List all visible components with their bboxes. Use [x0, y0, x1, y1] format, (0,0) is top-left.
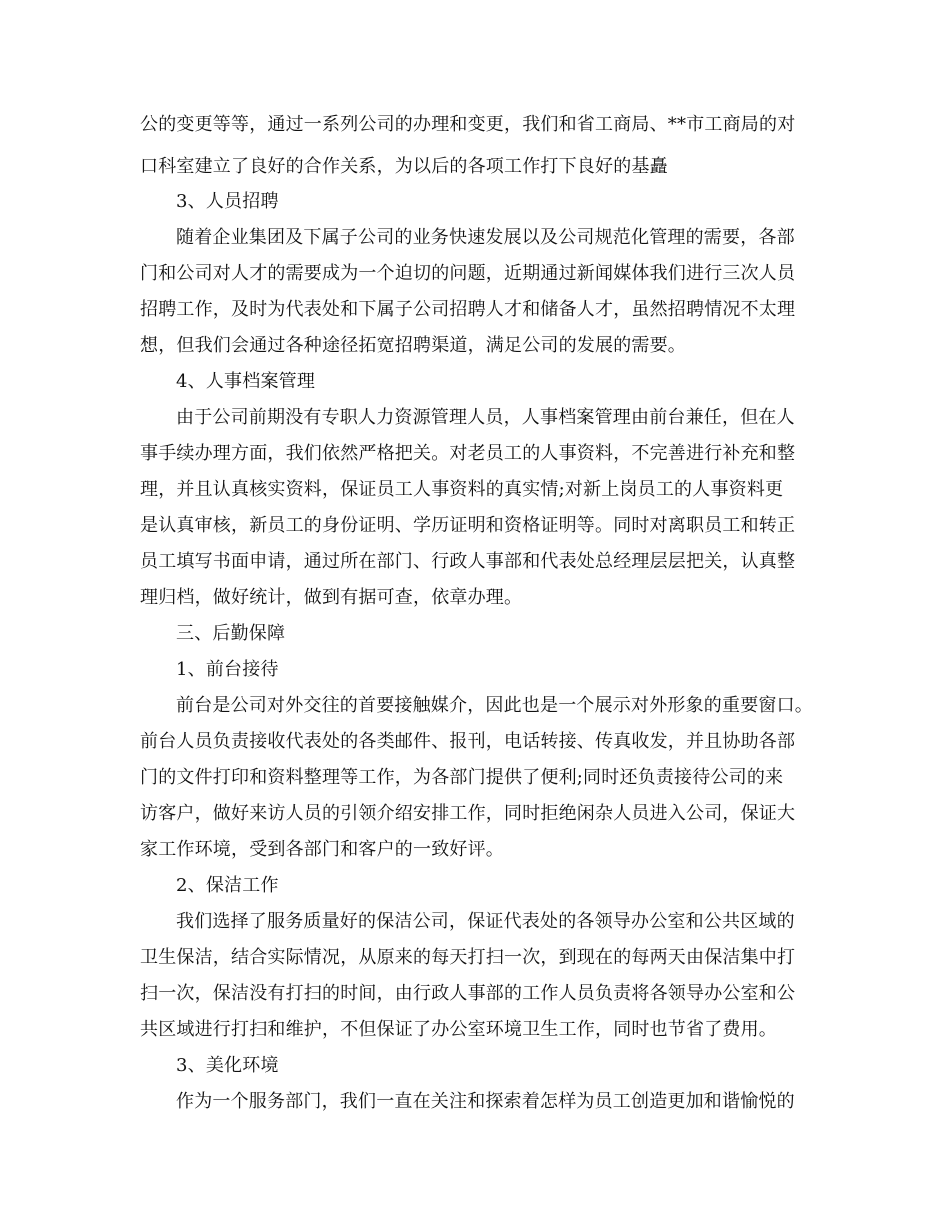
section-heading: 三、后勤保障: [176, 623, 286, 644]
body-text-line: 访客户，做好来访人员的引领介绍安排工作，同时拒绝闲杂人员进入公司，保证大: [140, 803, 796, 824]
body-text-line: 卫生保洁，结合实际情况，从原来的每天打扫一次，到现在的每两天由保洁集中打: [140, 947, 796, 968]
body-text-line: 员工填写书面申请，通过所在部门、行政人事部和代表处总经理层层把关，认真整: [140, 551, 796, 572]
body-text-line: 理，并且认真核实资料，保证员工人事资料的真实情;对新上岗员工的人事资料更: [140, 479, 784, 500]
section-heading: 4、人事档案管理: [176, 371, 316, 392]
body-text-line: 前台人员负责接收代表处的各类邮件、报刊，电话转接、传真收发，并且协助各部: [140, 731, 796, 752]
body-text-line: 家工作环境，受到各部门和客户的一致好评。: [140, 839, 504, 860]
body-text-line: 招聘工作，及时为代表处和下属子公司招聘人才和储备人才，虽然招聘情况不太理: [140, 299, 796, 320]
section-heading: 2、保洁工作: [176, 875, 279, 896]
body-text-line: 门和公司对人才的需要成为一个迫切的问题，近期通过新闻媒体我们进行三次人员: [140, 263, 796, 284]
body-text-line: 事手续办理方面，我们依然严格把关。对老员工的人事资料，不完善进行补充和整: [140, 443, 796, 464]
section-heading: 1、前台接待: [176, 659, 279, 680]
body-text-line: 作为一个服务部门，我们一直在关注和探索着怎样为员工创造更加和谐愉悦的: [176, 1091, 795, 1112]
body-text-line: 口科室建立了良好的合作关系，为以后的各项工作打下良好的基矗: [140, 156, 668, 177]
section-heading: 3、人员招聘: [176, 191, 279, 212]
body-text-line: 我们选择了服务质量好的保洁公司，保证代表处的各领导办公室和公共区域的: [176, 911, 795, 932]
section-heading: 3、美化环境: [176, 1055, 279, 1076]
body-text-line: 公的变更等等，通过一系列公司的办理和变更，我们和省工商局、**市工商局的对: [140, 114, 796, 135]
body-text-line: 由于公司前期没有专职人力资源管理人员，人事档案管理由前台兼任，但在人: [176, 407, 795, 428]
body-text-line: 共区域进行打扫和维护，不但保证了办公室环境卫生工作，同时也节省了费用。: [140, 1019, 777, 1040]
body-text-line: 扫一次，保洁没有打扫的时间，由行政人事部的工作人员负责将各领导办公室和公: [140, 983, 796, 1004]
body-text-line: 是认真审核，新员工的身份证明、学历证明和资格证明等。同时对离职员工和转正: [140, 515, 796, 536]
body-text-line: 门的文件打印和资料整理等工作，为各部门提供了便利;同时还负责接待公司的来: [140, 767, 784, 788]
body-text-line: 想，但我们会通过各种途径拓宽招聘渠道，满足公司的发展的需要。: [140, 335, 686, 356]
body-text-line: 随着企业集团及下属子公司的业务快速发展以及公司规范化管理的需要，各部: [176, 227, 795, 248]
body-text-line: 前台是公司对外交往的首要接触媒介，因此也是一个展示对外形象的重要窗口。: [176, 695, 813, 716]
body-text-line: 理归档，做好统计，做到有据可查，依章办理。: [140, 587, 523, 608]
